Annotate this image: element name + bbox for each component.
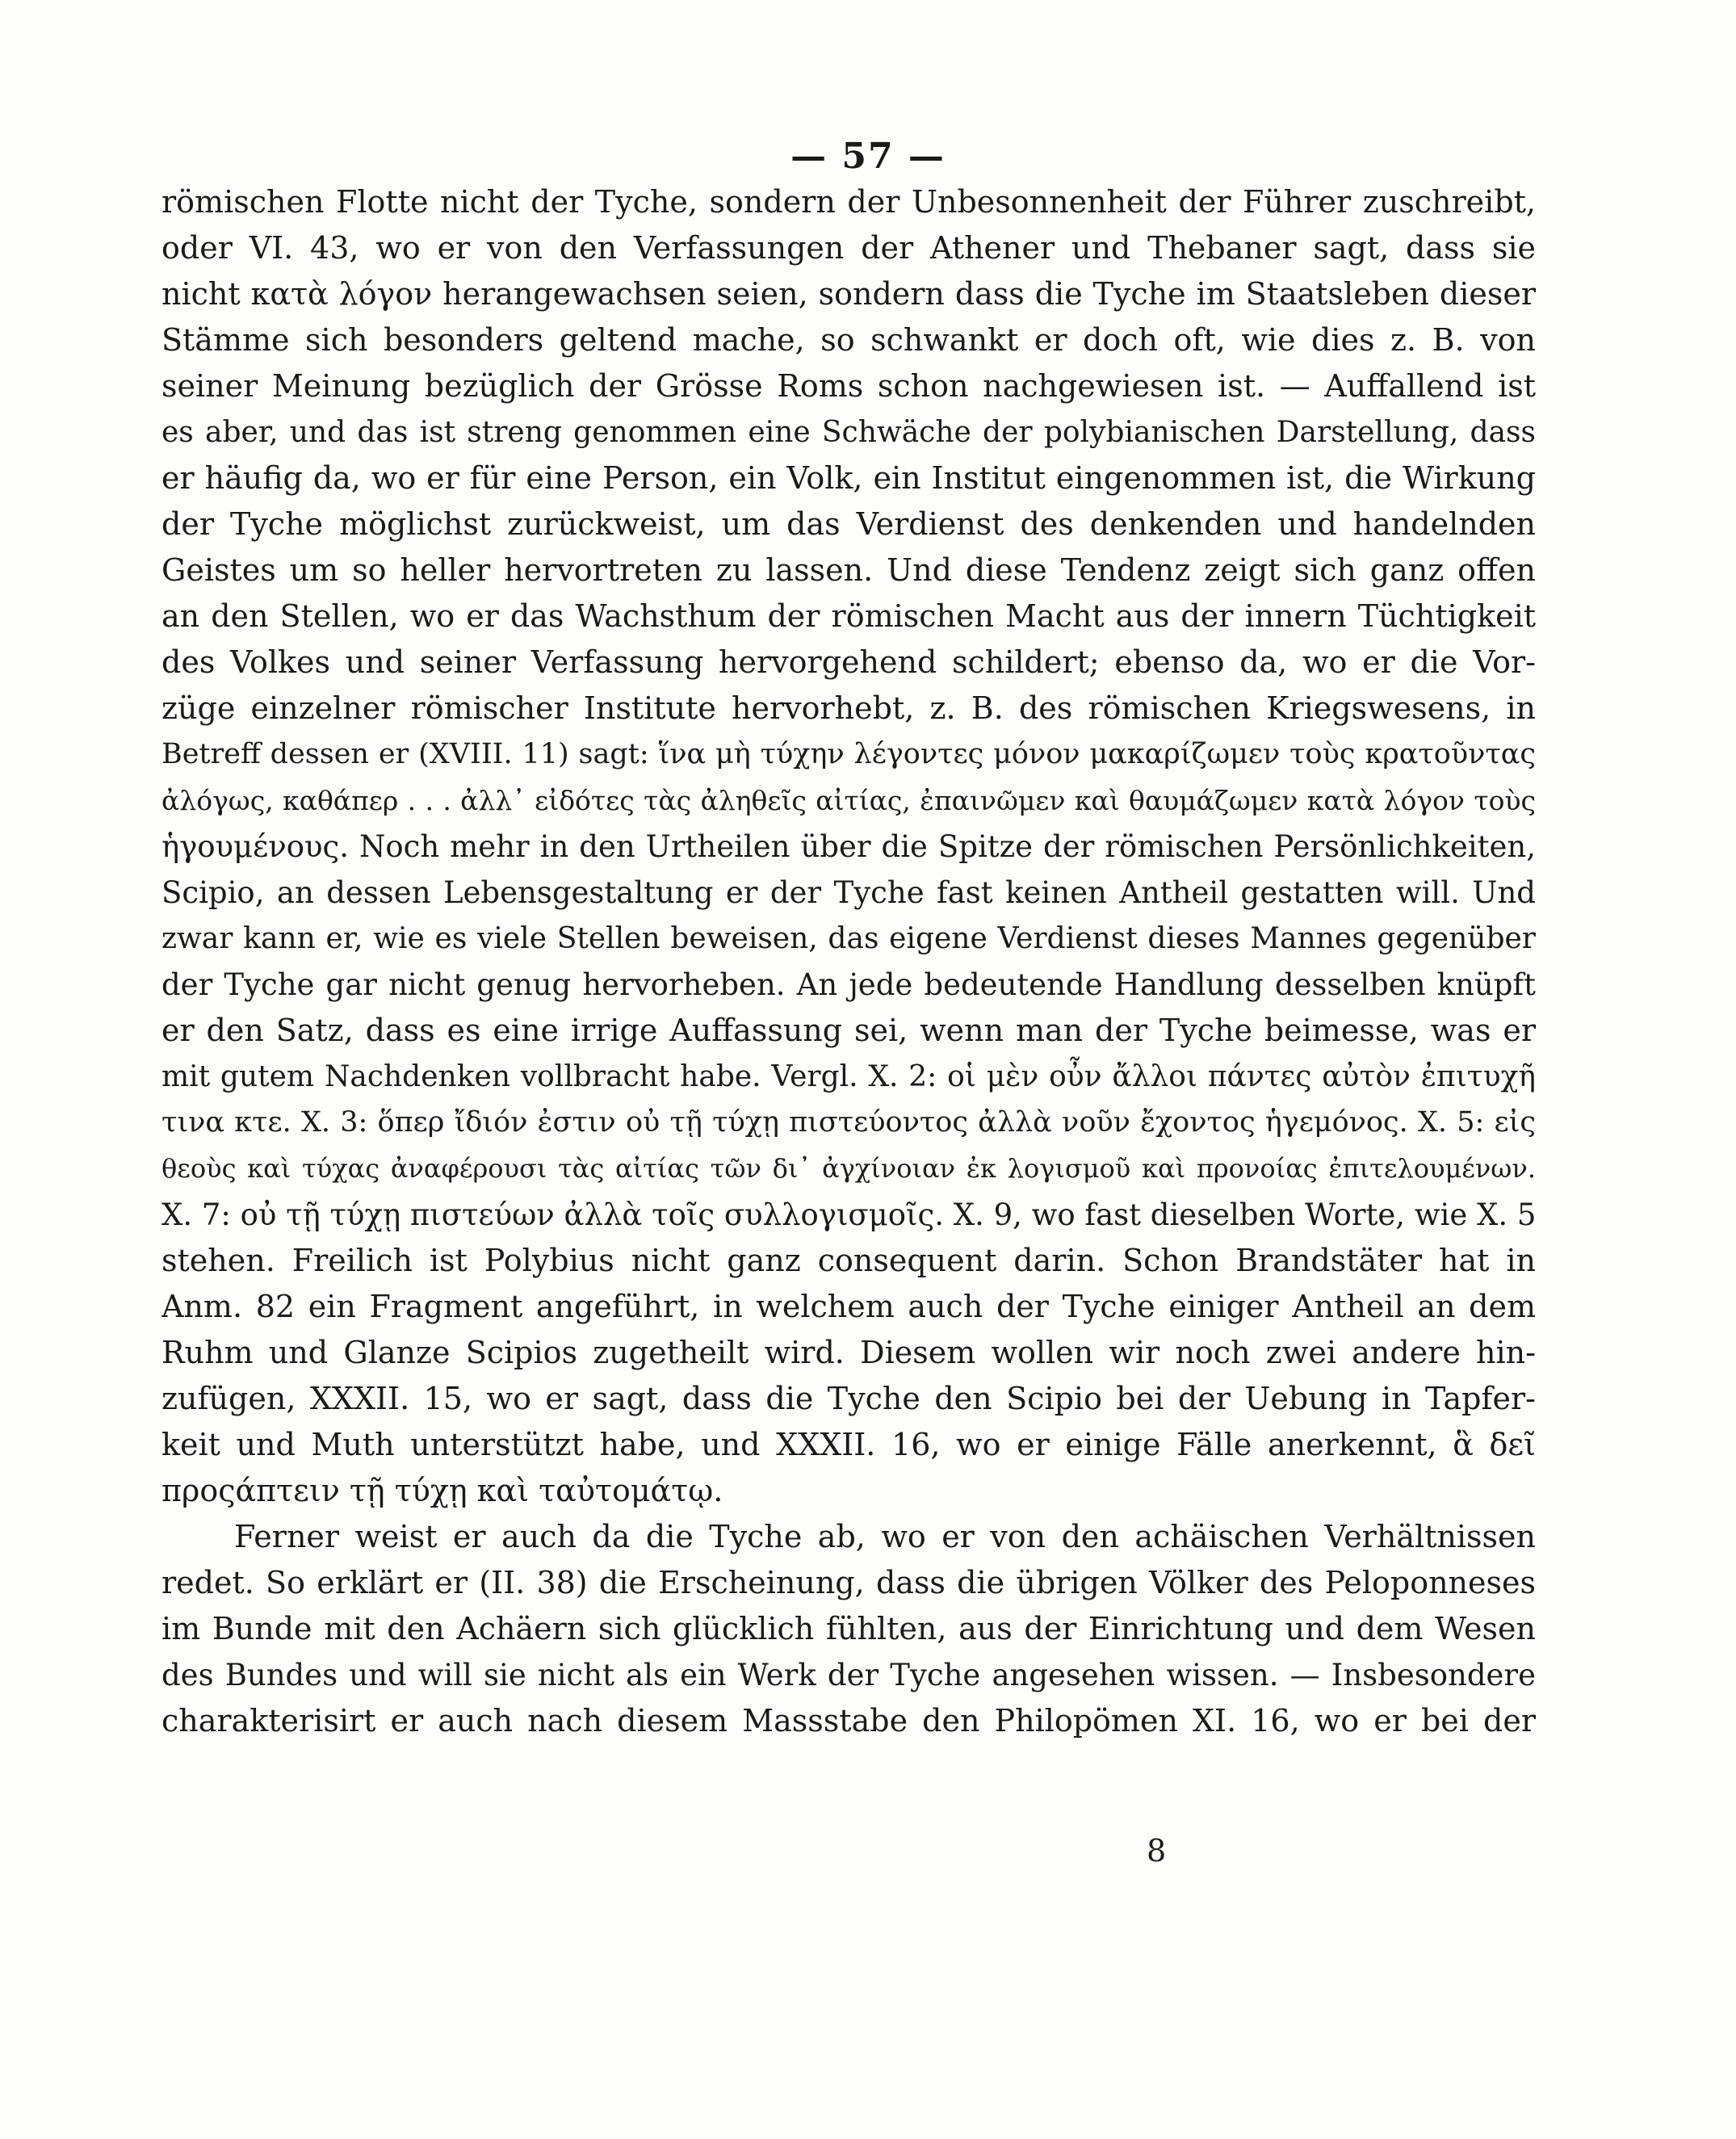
text-line: des Volkes und seiner Verfassung hervorgehend schildert; ebenso da, wo er die Vor- <box>161 644 1536 680</box>
text-line: ἀλόγως, καθάπερ . . . ἀλλ᾽ εἰδότες τὰς ἀληθεῖς αἰτίας, ἐπαινῶμεν καὶ θαυμάζωμεν κατὰ λόγον τοὺς <box>161 785 1536 816</box>
text-line: oder VI. 43, wo er von den Verfassungen der Athener und Thebaner sagt, dass sie <box>161 230 1536 266</box>
text-line: ἡγουμένους. Noch mehr in den Urtheilen über die Spitze der römischen Persönlichkeiten, <box>161 829 1536 864</box>
text-line: mit gutem Nachdenken vollbracht habe. Vergl. X. 2: οἱ μὲν οὖν ἄλλοι πάντες αὐτὸν ἐπιτυχῆ <box>161 1060 1536 1093</box>
text-line: τινα κτε. X. 3: ὅπερ ἴδιόν ἐστιν οὐ τῇ τύχῃ πιστεύοντος ἀλλὰ νοῦν ἔχοντος ἡγεμόνος. X. 5: εἰς <box>161 1106 1536 1139</box>
text-line: stehen. Freilich ist Polybius nicht ganz consequent darin. Schon Brandstäter hat in <box>161 1243 1536 1278</box>
text-line: nicht κατὰ λόγον herangewachsen seien, sondern dass die Tyche im Staatsleben dieser <box>161 276 1536 312</box>
text-line: Anm. 82 ein Fragment angeführt, in welchem auch der Tyche einiger Antheil an dem <box>161 1289 1536 1324</box>
text-line: zwar kann er, wie es viele Stellen beweisen, das eigene Verdienst dieses Mannes gegenüber <box>161 922 1536 955</box>
text-line: er häufig da, wo er für eine Person, ein Volk, ein Institut eingenommen ist, die Wirkung <box>161 460 1536 496</box>
text-line: der Tyche gar nicht genug hervorheben. An jede bedeutende Handlung desselben knüpft <box>161 967 1536 1002</box>
text-line: der Tyche möglichst zurückweist, um das Verdienst des denkenden und handelnden <box>161 506 1536 542</box>
text-line: Geistes um so heller hervortreten zu lassen. Und diese Tendenz zeigt sich ganz offen <box>161 552 1536 588</box>
text-line: Betreff dessen er (XVIII. 11) sagt: ἵνα μὴ τύχην λέγοντες μόνον μακαρίζωμεν τοὺς κρατοῦντας <box>161 738 1536 770</box>
page-number: — 57 — <box>790 136 946 177</box>
text-line: zufügen, XXXII. 15, wo er sagt, dass die Tyche den Scipio bei der Uebung in Tapfer- <box>161 1381 1536 1416</box>
text-line: Ruhm und Glanze Scipios zugetheilt wird. Diesem wollen wir noch zwei andere hin- <box>161 1335 1536 1370</box>
signature-mark: 8 <box>1147 1833 1167 1868</box>
text-line: züge einzelner römischer Institute hervorhebt, z. B. des römischen Kriegswesens, in <box>161 690 1536 726</box>
text-line: προςάπτειν τῇ τύχῃ καὶ ταὐτομάτῳ. <box>161 1473 723 1508</box>
text-line: seiner Meinung bezüglich der Grösse Roms schon nachgewiesen ist. — Auffallend ist <box>161 368 1536 404</box>
text-line: keit und Muth unterstützt habe, und XXXII. 16, wo er einige Fälle anerkennt, ἃ δεῖ <box>161 1427 1536 1462</box>
text-line: θεοὺς καὶ τύχας ἀναφέρουσι τὰς αἰτίας τῶν δι᾽ ἀγχίνοιαν ἐκ λογισμοῦ καὶ προνοίας ἐπιτελουμένων. <box>161 1153 1536 1184</box>
text-line: X. 7: οὐ τῇ τύχῃ πιστεύων ἀλλὰ τοῖς συλλογισμοῖς. X. 9, wo fast dieselben Worte, wie X. 5 <box>161 1197 1536 1232</box>
text-line: des Bundes und will sie nicht als ein Werk der Tyche angesehen wissen. — Insbesondere <box>161 1658 1536 1692</box>
text-line: Stämme sich besonders geltend mache, so schwankt er doch oft, wie dies z. B. von <box>161 322 1536 358</box>
text-line: redet. So erklärt er (II. 38) die Erscheinung, dass die übrigen Völker des Peloponneses <box>161 1565 1536 1600</box>
paragraph-first-line: Ferner weist er auch da die Tyche ab, wo er von den achäischen Verhältnissen <box>234 1519 1536 1554</box>
text-line: im Bunde mit den Achäern sich glücklich fühlten, aus der Einrichtung und dem Wesen <box>161 1611 1536 1646</box>
text-line: römischen Flotte nicht der Tyche, sondern der Unbesonnenheit der Führer zuschreibt, <box>161 184 1536 220</box>
text-line: er den Satz, dass es eine irrige Auffassung sei, wenn man der Tyche beimesse, was er <box>161 1013 1536 1048</box>
text-line: Scipio, an dessen Lebensgestaltung er der Tyche fast keinen Antheil gestatten will. Und <box>161 875 1536 910</box>
text-line: an den Stellen, wo er das Wachsthum der römischen Macht aus der innern Tüchtigkeit <box>161 598 1536 634</box>
text-line: es aber, und das ist streng genommen eine Schwäche der polybianischen Darstellung, dass <box>161 416 1536 449</box>
text-line: charakterisirt er auch nach diesem Massstabe den Philopömen XI. 16, wo er bei der <box>161 1703 1536 1738</box>
body-text <box>161 179 1536 1744</box>
